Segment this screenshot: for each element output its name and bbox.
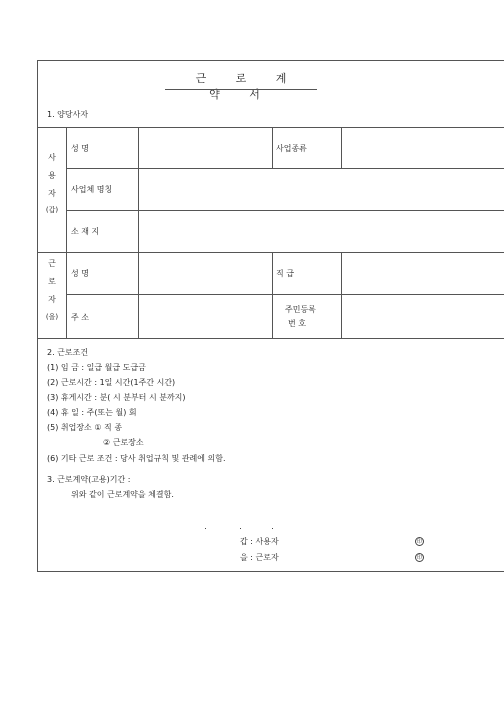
condition-break: (3) 휴게시간 : 분( 시 분부터 시 분까지) [47, 393, 186, 402]
section-1-heading: 1. 양당사자 [47, 110, 89, 119]
seal-icon: 印 [416, 555, 422, 561]
employer-name-label: 성 명 [71, 144, 89, 153]
worker-name-label: 성 명 [71, 269, 89, 278]
section-2-heading: 2. 근로조건 [47, 348, 89, 357]
condition-work-location: ② 근로장소 [103, 438, 144, 447]
condition-other: (6) 기타 근로 조건 : 당사 취업규칙 및 관례에 의함. [47, 454, 226, 463]
resident-reg-number-label: 번 호 [288, 319, 306, 328]
agreement-statement: 위와 같이 근로계약을 체결함. [71, 490, 174, 499]
party-b-signature-label: 을 : 근로자 [240, 553, 279, 562]
condition-holiday: (4) 휴 일 : 주(또는 월) 회 [47, 408, 137, 417]
condition-workplace: (5) 취업장소 ① 직 종 [47, 423, 123, 432]
party-a-signature-label: 갑 : 사용자 [240, 537, 279, 546]
employer-address-label: 소 재 지 [71, 227, 100, 236]
resident-reg-label: 주민등록 [285, 305, 316, 314]
business-name-label: 사업체 명칭 [71, 185, 113, 194]
worker-address-label: 주 소 [71, 313, 89, 322]
section-3-heading: 3. 근로계약(고용)기간 : [47, 475, 131, 484]
business-type-label: 사업종류 [276, 144, 307, 153]
title-underline [165, 89, 317, 90]
grade-label: 직 급 [276, 269, 294, 278]
condition-hours: (2) 근로시간 : 1일 시간(1주간 시간) [47, 378, 176, 387]
seal-icon: 印 [416, 539, 422, 545]
document-title: 근 로 계 약 서 [195, 72, 300, 101]
condition-wage: (1) 임 금 : 일급 월급 도급금 [47, 363, 146, 372]
